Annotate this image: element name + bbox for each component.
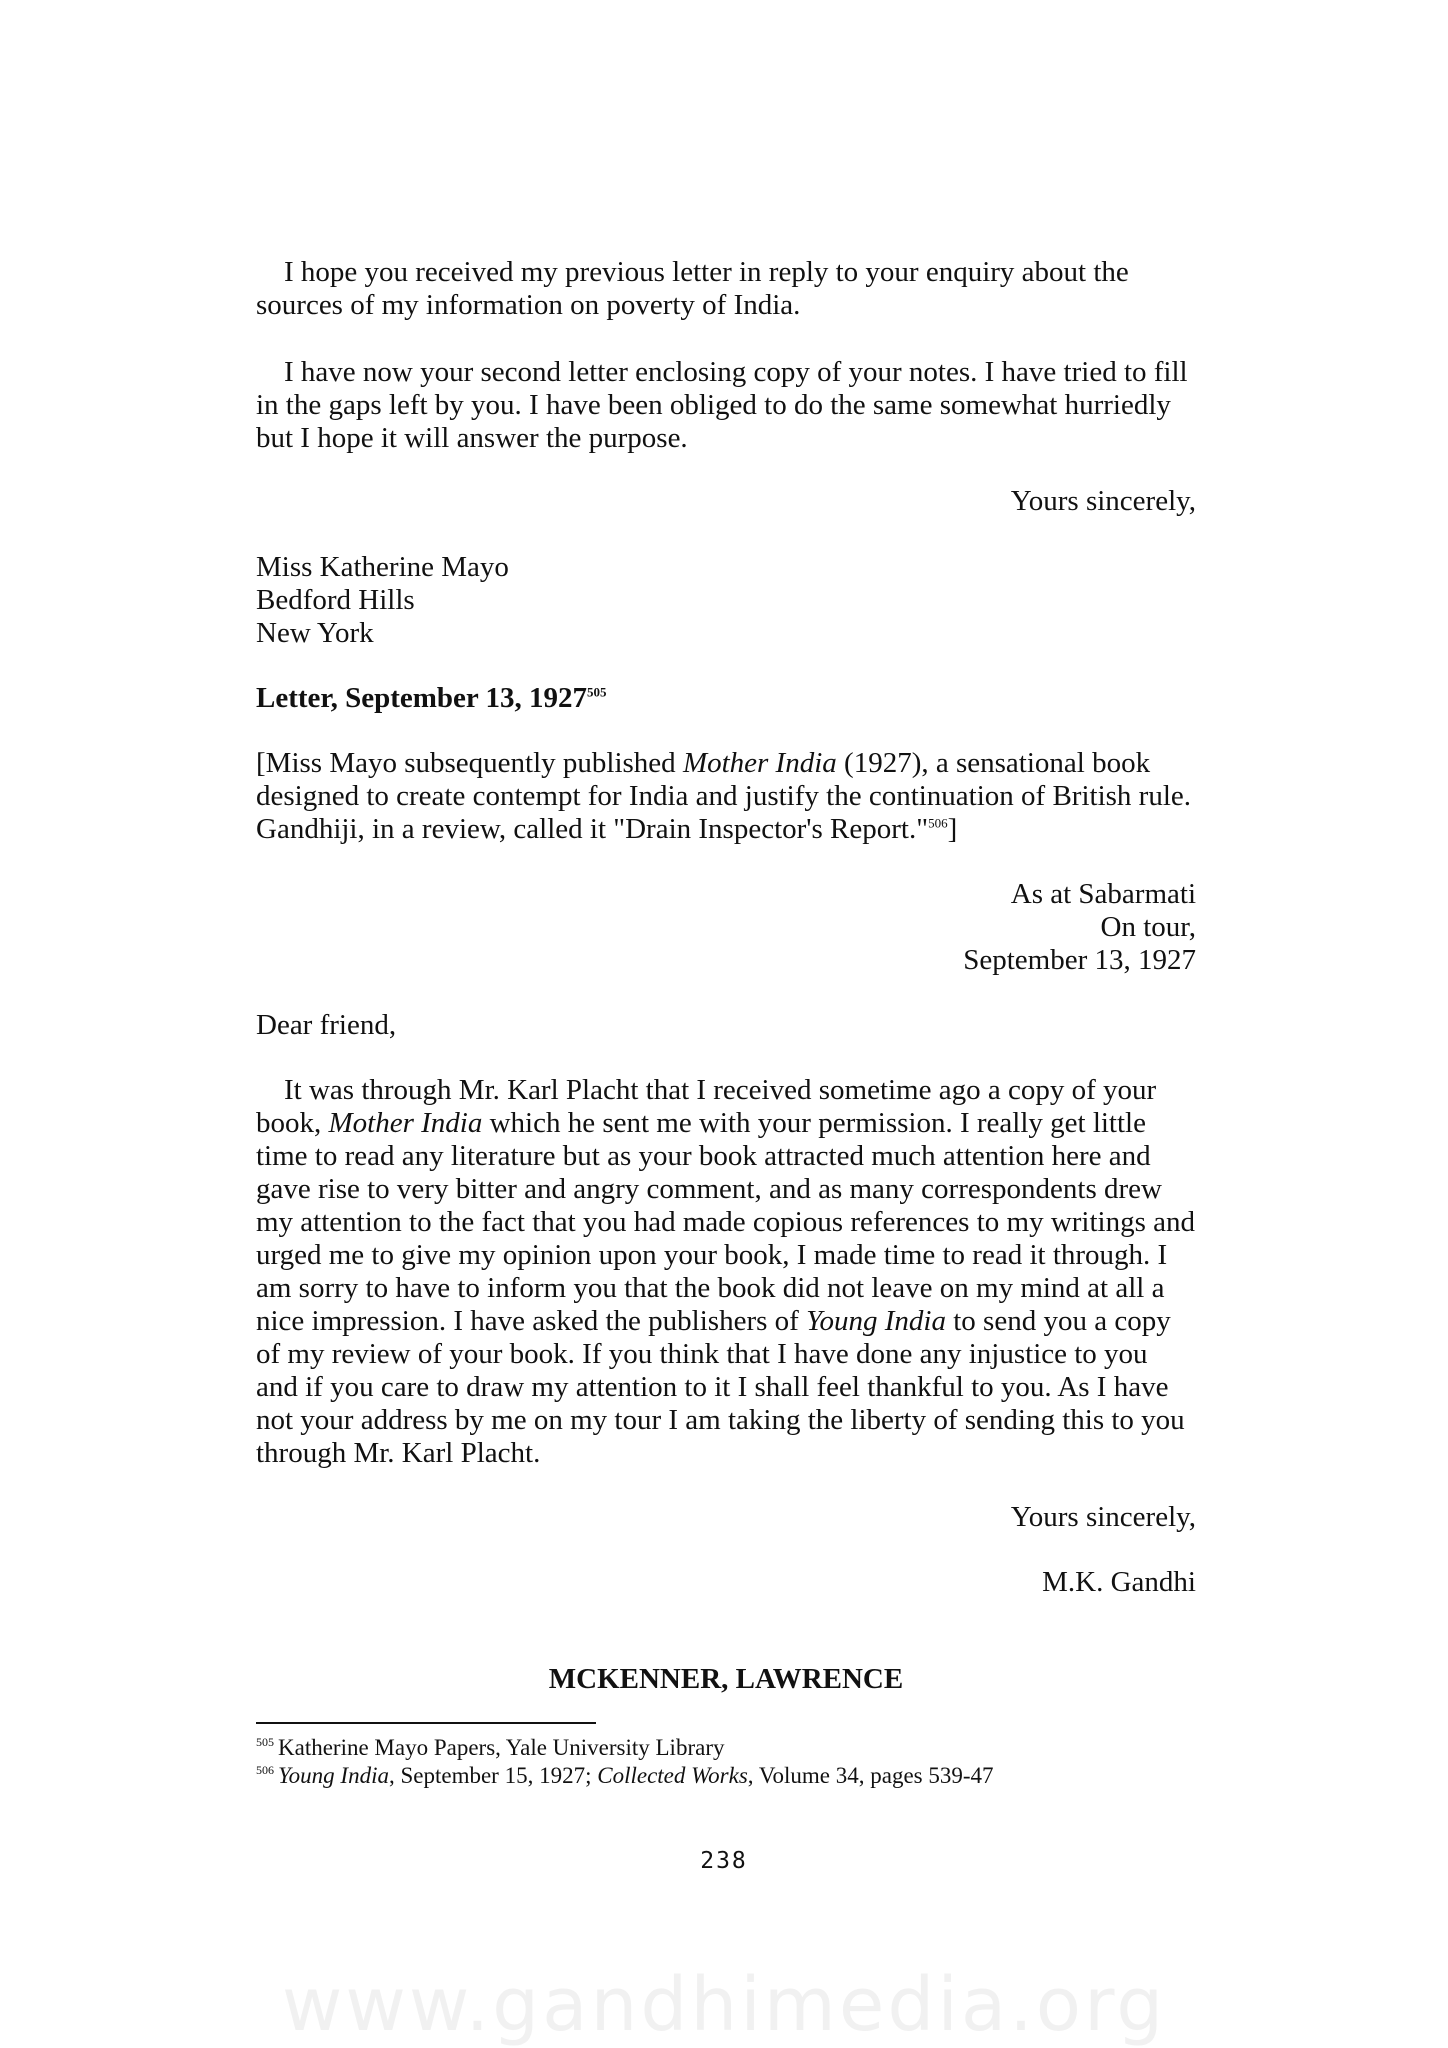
closing-2: Yours sincerely, [1010,1501,1196,1533]
footnote-506: $^{506}$ Young India, September 15, 1927; Collected Works, Volume 34, pages 539-47 [256,1763,994,1788]
watermark: www.gandhimedia.org [281,1962,1167,2048]
page-number: 238 [700,1848,748,1874]
paragraph-2: I have now your second letter enclosing copy of your notes. I have tried to fill in the gaps left by you. I have been obliged to do the same somewhat hurriedly but I hope it will answer the purpose. [256,356,1188,454]
footnote-divider [256,1722,596,1724]
salutation: Dear friend, [256,1009,397,1041]
address-line-state: New York [256,617,374,649]
book-title: Mother India [328,1107,483,1139]
address-line-name: Miss Katherine Mayo [256,551,509,583]
footnotes [256,1734,1156,1790]
letter-heading [256,682,1196,715]
editor-note: [Miss Mayo subsequently published Mother India (1927), a sensational book designed to create contempt for India and justify the continuation of British rule. Gandhiji, in a review, called it "Drain Inspector's Report."$^{506}$] [256,747,1191,845]
tour-line: On tour, [1100,911,1196,943]
journal-title: Young India [806,1305,946,1337]
footnote-ref-506: 506 [928,815,948,831]
place-date [256,878,1196,977]
footnote-505: $^{505}$ Katherine Mayo Papers, Yale University Library [256,1735,725,1760]
paragraph-1: I hope you received my previous letter in reply to your enquiry about the sources of my information on poverty of India. [256,256,1129,321]
letter-heading-text: Letter, September 13, 1927 [256,682,588,714]
book-title: Mother India [682,747,837,779]
date-line: September 13, 1927 [963,944,1196,976]
place-line: As at Sabarmati [1010,878,1196,910]
section-heading: MCKENNER, LAWRENCE [548,1663,904,1695]
recipient-address [256,551,1196,650]
footnote-ref-505: 505 [587,684,607,700]
letter-body: It was through Mr. Karl Placht that I received sometime ago a copy of your book, Mother India which he sent me with your permission. I really get little time to read any literature but as your book attracted much attention here and gave rise to very bitter and angry comment, and as many correspondents drew my attention to the fact that you had made copious references to my writings and urged me to give my opinion upon your book, I made time to read it through. I am sorry to have to inform you that the book did not leave on my mind at all a nice impression. I have asked the publishers of Young India to send you a copy of my review of your book. If you think that I have done any injustice to you and if you care to draw my attention to it I shall feel thankful to you. As I have not your address by me on my tour I am taking the liberty of sending this to you through Mr. Karl Placht. [256,1074,1196,1469]
address-line-town: Bedford Hills [256,584,415,616]
signature: M.K. Gandhi [1042,1566,1196,1598]
closing-1: Yours sincerely, [1010,485,1196,517]
